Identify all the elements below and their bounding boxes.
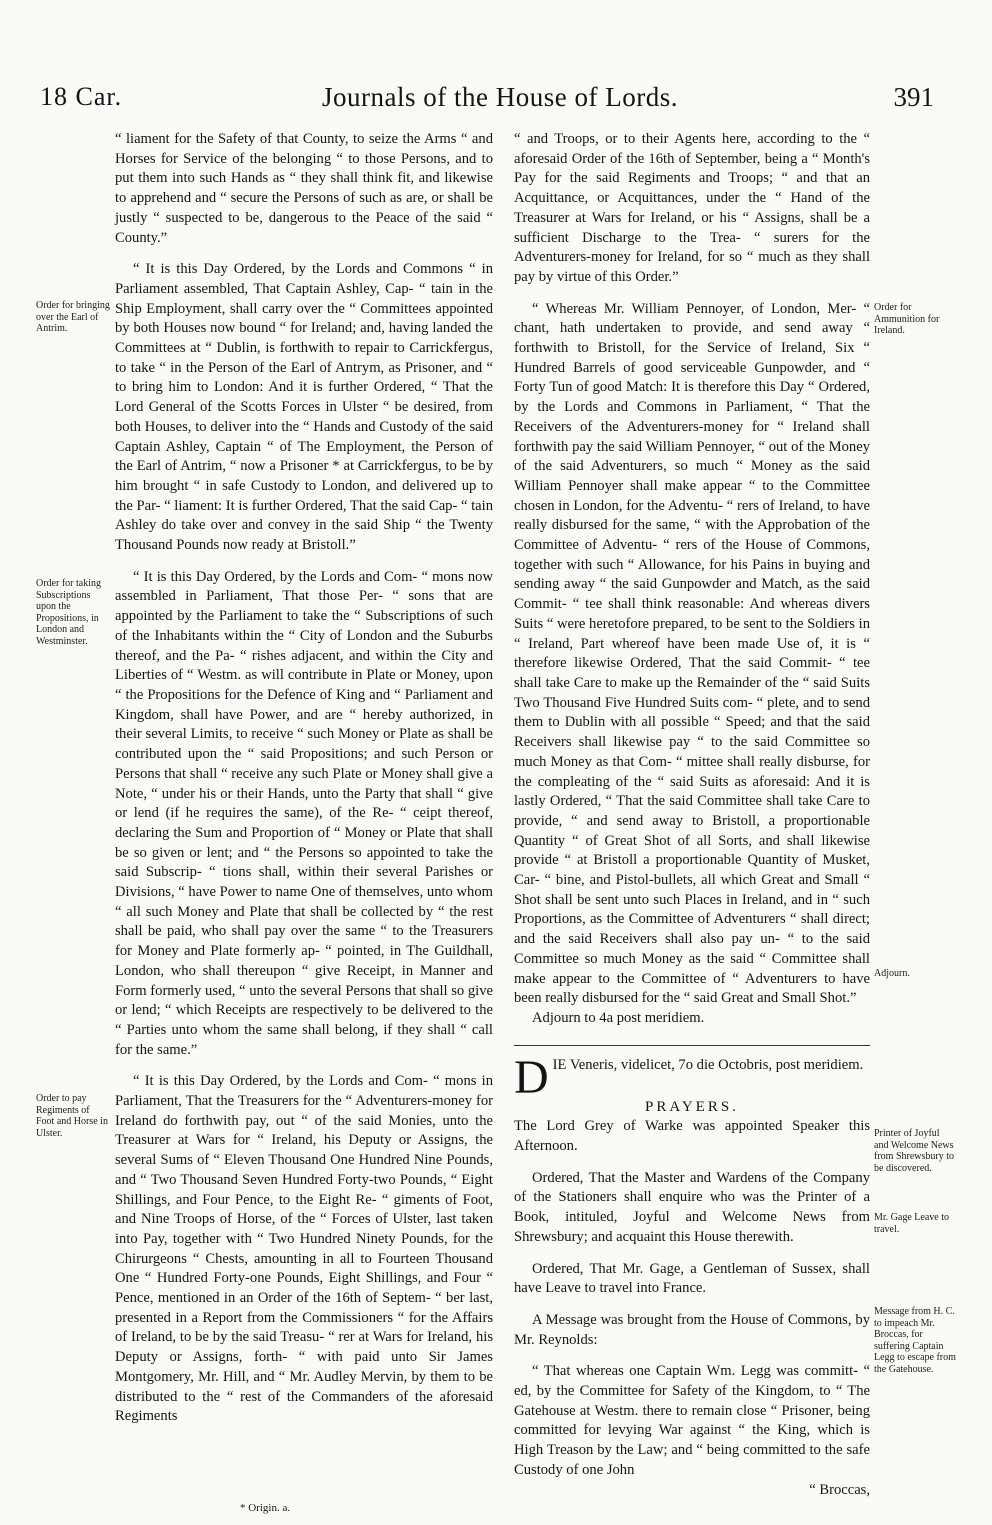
paragraph-legg-message: “ That whereas one Captain Wm. Legg was committ- “ ed, by the Committee for Safety of the Kingdom, to “ The Gatehouse at Westm. there to remain close “ Prisoner, being committed for levying War against “ the King, which is High Treason by the Law; and “ being committed to the safe Custody of one John <box>514 1363 870 1478</box>
paragraph-troops-pay: “ and Troops, or to their Agents here, according to the “ aforesaid Order of the 16th of September, being a “ Month's Pay for the said Regiments and Troops; “ and that an Acquittance, or Acquittances, under the “ Hand of the Treasurer at Wars for Ireland, or his “ Assigns, shall be a sufficient Discharge to the Trea- “ surers for the Adventurers-money for Ireland, for so “ much as they shall pay by virtue of this Order.” <box>514 131 870 285</box>
adjourn-line: Adjourn to 4a post meridiem. <box>532 1009 705 1026</box>
margin-note-gage: Mr. Gage Leave to travel. <box>874 1212 949 1235</box>
margin-note-printer: Printer of Joyful and Welcome News from Shrewsbury to be discovered. <box>874 1128 954 1174</box>
paragraph-pennoyer-ammunition: “ Whereas Mr. William Pennoyer, of London, Mer- “ chant, hath undertaken to provide, and send away “ forthwith to Bristoll, for the Service of Ireland, Six “ Hundred Barrels of good serviceable Gunpowder, and “ Forty Tun of good Match: It is therefore this Day “ Ordered, by the Lords and Commons in Parliament, “ That the Receivers of the Adventurers-money for “ Ireland shall forthwith pay the said William Pennoyer, “ out of the Money of the said Adventurers, so much “ Money as the said William Pennoyer shall make appear “ to the Committee chosen in London, for the Adventu- “ rers of Ireland, to have really disbursed for the same, “ with the Approbation of the Committee of Adventu- “ rers of the House of Commons, together with such “ Allowance, for his Pains in buying and sending away “ the said Gunpowder and Match, as the said Commit- “ tee shall think reasonable: And whereas divers Suits “ were heretofore prepared, to be sent to the Soldiers in “ Ireland, Part whereof have been made Use of, it is “ therefore likewise Ordered, That the said Commit- “ tee shall take Care to make up the Remainder of the “ said Suits Two Thousand Five Hundred Suits com- “ plete, and to send them to Dublin with all possible “ Speed; and that the said Receivers shall likewise pay “ to the said Committee so much Money as that Com- “ mittee shall really disburse, for the compleating of the “ said Suits as aforesaid: And it is lastly Ordered, “ That the said Committee shall take Care to provide, “ and send away to Bristoll, a proportionable Quantity “ of Great Shot of all Sorts, and shall likewise provide “ at Bristoll a proportionable Quantity of Musket, Car- “ bine, and Pistol-bullets, all which Great and Small “ Shot shall be sent unto such Places in Ireland, and in “ such Proportions, as the Committee of Adventurers “ shall direct; and the said Receivers shall also pay un- “ to the said Committee so much Money as the said “ Committee shall make appear to the Committee of “ Adventurers to have been really disbursed for the “ said Great and Small Shot.” <box>514 300 870 1007</box>
speaker-line: The Lord Grey of Warke was appointed Speaker this Afternoon. <box>514 1118 870 1155</box>
paragraph-earl-antrim-order: “ It is this Day Ordered, by the Lords and Commons “ in Parliament assembled, That Captain Ashley, Cap- “ tain in the Ship Employment, shall carry over the “ Committees appointed by both Houses now bound “ for Ireland; and, having landed the Committees at “ Dublin, is forthwith to repair to Carrickfergus, to take “ in the Person of the Earl of Antrym, as Prisoner, and “ to bring him to London: And it is further Ordered, “ That the Lord General of the Scotts Forces in Ulster “ be desired, from both Houses, to deliver into the “ Hands and Custody of the said Captain Ashley, Captain “ of The Employment, the Person of the Earl of Antrim, “ now a Prisoner * at Carrickfergus, to be by him brought “ in safe Custody to London, and delivered up to the Par- “ liament: It is further Ordered, That the said Cap- “ tain Ashley do take over and convey in the said Ship “ the Twenty Thousand Pounds now ready at Bristoll.” <box>115 261 493 554</box>
margin-note-antrim: Order for bringing over the Earl of Antrim. <box>36 300 110 334</box>
section-rule <box>514 1045 870 1046</box>
paragraph-commons-message: A Message was brought from the House of Commons, by Mr. Reynolds: <box>514 1311 870 1348</box>
margin-note-ammunition: Order for Ammunition for Ireland. <box>874 302 940 336</box>
date-heading-text: IE Veneris, videlicet, 7o die Octobris, post meridiem. <box>552 1056 864 1073</box>
running-head-left: 18 Car. <box>40 82 123 111</box>
paragraph-regiments-order: “ It is this Day Ordered, by the Lords and Com- “ mons in Parliament, That the Treasurers for the “ Adventurers-money for Ireland do forthwith pay, out “ of the said Monies, unto the Treasurer at Wars for “ Ireland, his Deputy or Assigns, the several Sums of “ Eleven Thousand One Hundred Nine Pounds, and “ Two Thousand Seven Hundred Forty-two Pounds, “ Eight Shillings, and Four Pence, to the Eight Re- “ giments of Foot, and Nine Troops of Horse, of the “ Forces of Ulster, last taken into Pay, together with “ Two Hundred Ninety Pounds, for the Chirurgeons “ Chests, amounting in all to Fourteen Thousand One “ Hundred Forty-one Pounds, Eight Shillings, and Four “ Pence, mentioned in an Order of the 16th of Septem- “ ber last, presented in a Report from the Commissioners “ for the Affairs of Ireland, to be by the said Treasu- “ rer at Wars for Ireland, his Deputy or Assigns, forth- “ with paid unto Sir James Montgomery, Mr. Hill, and “ Mr. Audley Mervin, by them to be distributed to the “ rest of the Commanders of the aforesaid Regiments <box>115 1073 493 1425</box>
paragraph-county-safety: “ liament for the Safety of that County, to seize the Arms “ and Horses for Service of the belonging “ to those Persons, and to put them into such Hands as “ they shall think fit, and likewise to apprehend and “ secure the Persons of such as are, or shall be justly “ suspected to be, dangerous to the Peace of the said “ County.” <box>115 131 493 246</box>
margin-note-adjourn: Adjourn. <box>874 968 910 979</box>
left-column <box>115 130 493 1427</box>
paragraph-subscriptions-order: “ It is this Day Ordered, by the Lords and Com- “ mons now assembled in Parliament, That those Per- “ sons that are appointed by the Parliament to take the “ Subscriptions of such of the Inhabitants within the “ City of London and the Suburbs thereof, and the Pa- “ rishes adjacent, and within the City and Liberties of “ Westm. as will contribute in Plate or Money, upon “ the Propositions for the Defence of King and “ Parliament and Kingdom, shall have Power, and are “ hereby authorized, in their several Limits, to receive “ such Money or Plate as shall be contributed upon the “ said Propositions; and such Person or Persons that shall “ receive any such Plate or Money shall give a Note, “ under his or their Hands, unto the Party that shall “ give or lend (if he requires the same), of the Re- “ ceipt thereof, declaring the Sum and Proportion of “ Money or Plate that shall be so given or lent; and “ the Persons so appointed to take the said Subscrip- “ tions shall, within their several Parishes or Divisions, “ have Power to name One of themselves, unto whom “ all such Money and Plate that shall be collected by “ the rest shall be paid, who shall pay over the same “ to the Treasurers for Money and Plate formerly ap- “ pointed, in The Guildhall, London, who shall thereupon “ give Receipt, in Manner and Form formerly used, “ unto the several Persons that shall so give or lend; “ which Receipts are respectively to be delivered to the “ Parties unto whom the same shall belong, if they shall “ call for the same.” <box>115 568 493 1058</box>
margin-note-regiments: Order to pay Regiments of Foot and Horse in Ulster. <box>36 1093 108 1139</box>
right-column <box>514 130 870 1500</box>
drop-cap: D <box>514 1050 549 1104</box>
paragraph-printer-order: Ordered, That the Master and Wardens of the Company of the Stationers shall enquire who was the Printer of a Book, intituled, Joyful and Welcome News from Shrewsbury; and acquaint this House therewith. <box>514 1169 870 1245</box>
prayers-heading: PRAYERS. <box>645 1098 739 1115</box>
running-head-title: Journals of the House of Lords. <box>322 82 678 112</box>
paragraph-gage-order: Ordered, That Mr. Gage, a Gentleman of Sussex, shall have Leave to travel into France. <box>514 1260 870 1297</box>
margin-note-subscriptions: Order for taking Subscriptions upon the Propositions, in London and Westminster. <box>36 578 101 647</box>
catchword: “ Broccas, <box>809 1481 870 1498</box>
footnote: * Origin. a. <box>240 1502 291 1514</box>
margin-note-message: Message from H. C. to impeach Mr. Broccas, for suffering Captain Legg to escape from the Gatehouse. <box>874 1306 956 1375</box>
page-number: 391 <box>893 82 934 112</box>
date-heading <box>514 1050 870 1104</box>
